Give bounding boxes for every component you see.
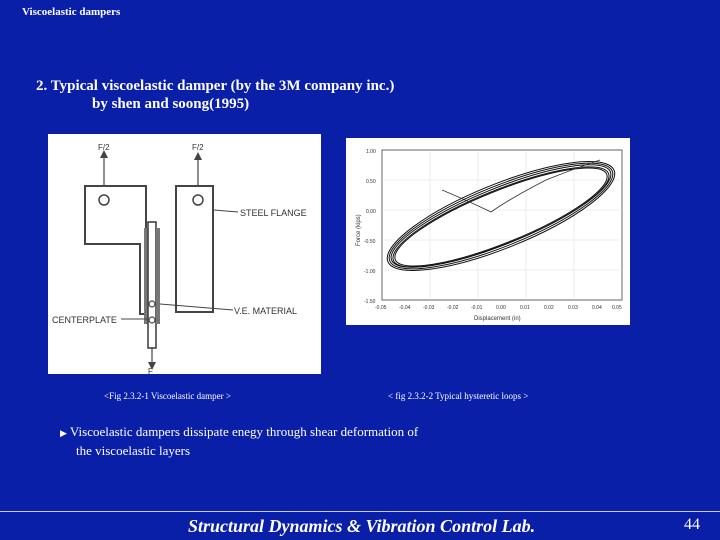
footer-lab-name: Structural Dynamics & Vibration Control Lab. bbox=[188, 516, 536, 536]
x-tick-3: -0.03 bbox=[423, 305, 435, 311]
center-bolt-hole-1 bbox=[149, 301, 155, 307]
bullet-point bbox=[60, 423, 418, 460]
material-label: V.E. MATERIAL bbox=[234, 306, 298, 316]
bullet-text-line-2: the viscoelastic layers bbox=[76, 443, 191, 458]
x-tick-4: -0.02 bbox=[447, 305, 459, 311]
y-tick-6: -1.50 bbox=[364, 299, 376, 305]
right-load-label: F/2 bbox=[192, 143, 204, 152]
centerplate-label: CENTERPLATE bbox=[52, 315, 117, 325]
y-tick-4: -0.50 bbox=[364, 239, 376, 245]
heading-line-2: by shen and soong(1995) bbox=[92, 96, 250, 112]
x-tick-1: -0.05 bbox=[375, 305, 387, 311]
right-flange-shape bbox=[176, 186, 213, 312]
damper-drawing bbox=[48, 134, 321, 374]
x-tick-6: 0.00 bbox=[496, 305, 506, 311]
slide-header: Viscoelastic dampers bbox=[22, 6, 121, 18]
x-tick-5: -0.01 bbox=[471, 305, 483, 311]
center-bolt-hole-2 bbox=[149, 317, 155, 323]
x-tick-7: 0.01 bbox=[520, 305, 530, 311]
footer-divider bbox=[0, 511, 720, 512]
x-tick-9: 0.03 bbox=[568, 305, 578, 311]
x-tick-2: -0.04 bbox=[399, 305, 411, 311]
hysteresis-loops bbox=[376, 141, 626, 292]
left-bolt-hole bbox=[99, 195, 109, 205]
y-tick-1: 1.00 bbox=[366, 149, 376, 155]
flange-leader-line bbox=[214, 210, 238, 212]
loop-4 bbox=[383, 149, 618, 286]
x-tick-8: 0.02 bbox=[544, 305, 554, 311]
material-leader-line bbox=[160, 304, 233, 310]
page-number: 44 bbox=[684, 516, 700, 533]
right-load-arrow-icon bbox=[194, 152, 202, 160]
y-tick-2: 0.50 bbox=[366, 179, 376, 185]
ve-layer-right bbox=[156, 228, 160, 324]
heading-line-1: 2. Typical viscoelastic damper (by the 3M company inc.) bbox=[36, 78, 395, 94]
y-axis-label: Force (kips) bbox=[356, 214, 362, 246]
hysteresis-plot bbox=[346, 138, 630, 325]
x-axis-label: Displacement (in) bbox=[474, 316, 521, 322]
flange-label: STEEL FLANGE bbox=[240, 208, 307, 218]
centerplate-shape bbox=[148, 222, 156, 348]
right-bolt-hole bbox=[193, 195, 203, 205]
x-tick-10: 0.04 bbox=[592, 305, 602, 311]
damper-figure bbox=[48, 134, 321, 374]
hysteresis-figure bbox=[346, 138, 630, 325]
figure2-caption: < fig 2.3.2-2 Typical hysteretic loops > bbox=[388, 391, 529, 401]
y-tick-5: -1.00 bbox=[364, 269, 376, 275]
figure1-caption: <Fig 2.3.2-1 Viscoelastic damper > bbox=[104, 391, 231, 401]
x-tick-11: 0.05 bbox=[612, 305, 622, 311]
bullet-triangle-icon: ▶ bbox=[60, 428, 67, 438]
bottom-load-label: F bbox=[148, 367, 153, 374]
y-tick-3: 0.00 bbox=[366, 209, 376, 215]
left-load-label: F/2 bbox=[98, 143, 110, 152]
left-flange-shape bbox=[85, 186, 146, 314]
loop-5 bbox=[386, 150, 617, 284]
bullet-text-line-1: Viscoelastic dampers dissipate enegy through shear deformation of bbox=[69, 424, 419, 439]
